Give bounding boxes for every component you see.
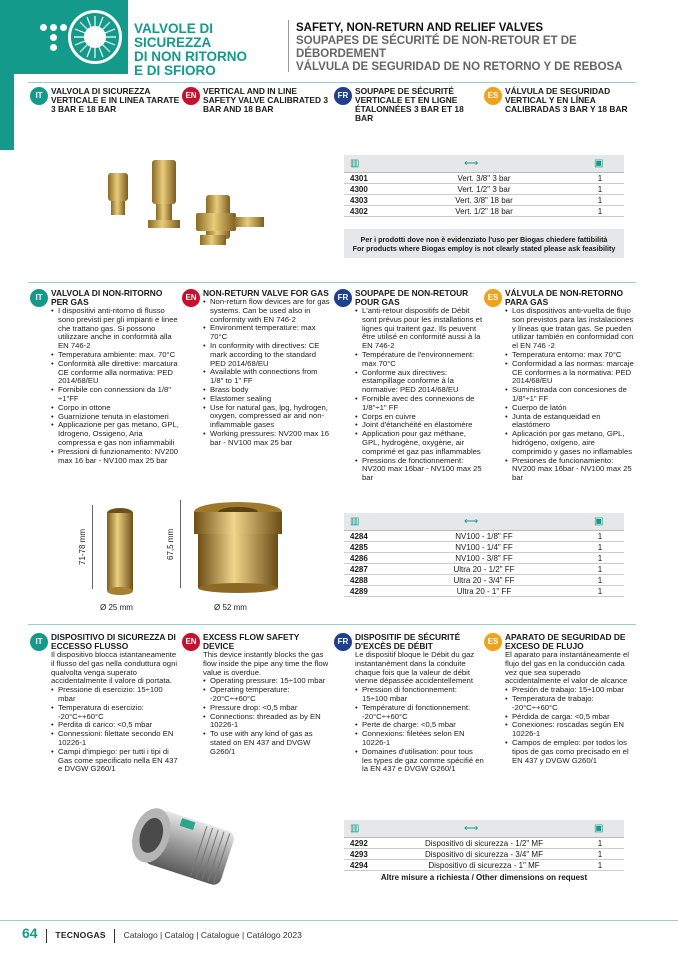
list-item: • I dispositivi anti-ritorno di flusso sono previsti per gli impianti e linee che trattano gas. Si possono utilizzare anche in conformità alla EN 746-2	[51, 307, 180, 351]
table-row: 4285 NV100 - 1/4" FF 1	[344, 542, 624, 553]
s2-it-block	[30, 289, 180, 465]
it-badge: IT	[30, 633, 48, 651]
section-divider	[28, 282, 636, 283]
s1-it-title: VALVOLA DI SICUREZZA VERTICALE E IN LINEA TARATE 3 BAR E 18 BAR	[51, 86, 180, 114]
table-row: 4286 NV100 - 3/8" FF 1	[344, 553, 624, 564]
diameter-dimension: Ø 52 mm	[214, 603, 247, 612]
s3-it-intro: Il dispositivo blocca istantaneamente il flusso del gas nella conduttura ogni qualvolta venga superato accidentalmente il valore di portata.	[51, 650, 178, 686]
list-item: • Corps en cuivre	[355, 413, 484, 422]
list-item: • Température di fonctionnement: -20°C÷+60°C	[355, 704, 484, 722]
en-badge: EN	[182, 289, 200, 307]
list-item: • Conforme aux directives: estampillage conforme à la normative: PED 2014/68/EU	[355, 369, 484, 395]
biogas-note: Per i prodotti dove non è evidenziato l'uso per Biogas chiedere fattibilità For products where Biogas employ is not clearly stated please ask feasibility	[344, 229, 624, 258]
page-title-translations	[296, 22, 666, 74]
list-item: • Pressioni di funzionamento: NV200 max 16 bar - NV100 max 25 bar	[51, 448, 180, 466]
fr-badge: FR	[334, 289, 352, 307]
safety-valves-photo	[100, 155, 270, 255]
section-divider	[28, 624, 636, 625]
list-item: • Environment temperature: max 70°C	[203, 324, 332, 342]
s3-es-title: APARATO DE SEGURIDAD DE EXCESO DE FLUJO	[505, 632, 626, 651]
brand-name: TECNOGAS	[55, 930, 106, 940]
footer-divider	[0, 920, 678, 921]
list-item: • Non-return flow devices are for gas systems. Can be used also in conformity with EN 746-2	[203, 298, 332, 324]
fr-badge: FR	[334, 633, 352, 651]
en-badge: EN	[182, 87, 200, 105]
table-row: 4294 Dispositivo di sicurezza - 1" MF 1	[344, 860, 624, 871]
list-item: • Pressure drop: <0,5 mbar	[203, 704, 332, 713]
s3-product-table	[344, 820, 624, 882]
list-item: • Campos de empleo: por todos los tipos de gas como precisado en el EN 437 y DVGW G260/1	[505, 739, 634, 765]
list-item: • Campi d'impiego: per tutti i tipi di Gas come specificato nella EN 437 e DVGW G260/1	[51, 748, 180, 774]
list-item: • Operating temperature: -20°C÷+60°C	[203, 686, 332, 704]
it-badge: IT	[30, 87, 48, 105]
list-item: • L'anti-retour dispositifs de Débit sont prévus pour les installations et lignes qui traitent gaz. Ils peuvent être utilisé en conformité aussi à la EN 746-2	[355, 307, 484, 351]
table-row: 4292 Dispositivo di sicurezza - 1/2" MF 1	[344, 838, 624, 849]
es-badge: ES	[484, 87, 502, 105]
s3-en-intro: This device instantly blocks the gas flow inside the pipe any time the flow value is overdue.	[203, 650, 329, 677]
brand-logo	[40, 24, 70, 52]
other-dimensions-note: Altre misure a richiesta / Other dimensions on request	[380, 873, 588, 882]
box-icon: ▣	[594, 158, 604, 169]
list-item: • Fornible avec des connexions de 1/8"÷1" FF	[355, 395, 484, 413]
list-item: • Available with connections from 1/8" to 1" FF	[203, 368, 332, 386]
s1-en-title: VERTICAL AND IN LINE SAFETY VALVE CALIBRATED 3 BAR AND 18 BAR	[203, 86, 329, 114]
es-badge: ES	[484, 289, 502, 307]
catalog-label: Catalogo | Catalog | Catalogue | Catálogo 2023	[123, 930, 302, 940]
s2-product-table	[344, 513, 624, 597]
s1-it-block	[30, 87, 180, 114]
list-item: • Température de l'environnement: max 70°C	[355, 351, 484, 369]
list-item: • Pressions de fonctionnement: NV200 max 16bar - NV100 max 25 bar	[355, 457, 484, 483]
list-item: • Temperatura ambiente: max. 70°C	[51, 351, 180, 360]
s1-fr-block	[334, 87, 484, 123]
barcode-icon: ▥	[350, 158, 360, 169]
ultra20-valve-photo	[188, 500, 288, 595]
sun-icon	[68, 10, 122, 64]
page-title-en: SAFETY, NON-RETURN AND RELIEF VALVES	[296, 22, 544, 34]
table-row: 4301 Vert. 3/8" 3 bar 1	[344, 173, 624, 184]
list-item: • Junta de estanqueidad en elastómero	[505, 413, 634, 431]
list-item: • Temperatura di esercizio: -20°C÷+60°C	[51, 704, 180, 722]
list-item: • Pressione di esercizio: 15÷100 mbar	[51, 686, 180, 704]
s2-fr-title: SOUPAPE DE NON-RETOUR POUR GAS	[355, 288, 469, 307]
table-row: 4287 Ultra 20 - 1/2" FF 1	[344, 564, 624, 575]
s3-fr-title: DISPOSITIF DE SÉCURITÉ D'EXCÈS DE DÉBIT	[355, 632, 461, 651]
page-number: 64	[22, 925, 38, 941]
s3-it-block	[30, 633, 180, 774]
page-title-es: VÁLVULA DE SEGURIDAD DE NO RETORNO Y DE REBOSA	[296, 61, 623, 73]
en-badge: EN	[182, 633, 200, 651]
barcode-icon: ▥	[350, 823, 360, 834]
list-item: • Presión de trabajo: 15÷100 mbar	[505, 686, 634, 695]
fr-badge: FR	[334, 87, 352, 105]
list-item: • Application pour gaz méthane, GPL, hydrogène, oxygène, air comprimé et gaz pas inflammables	[355, 430, 484, 456]
s1-fr-title: SOUPAPE DE SÉCURITÉ VERTICALE ET EN LIGNE ÉTALONNÉES 3 BAR ET 18 BAR	[355, 86, 464, 123]
table-row: 4303 Vert. 3/8" 18 bar 1	[344, 195, 624, 206]
list-item: • Use for natural gas, lpg, hydrogen, oxygen, compressed air and non-inflammable gases	[203, 404, 332, 430]
ruler-icon: ⟷	[464, 516, 479, 527]
s3-fr-intro: Le dispositif bloque le Débit du gaz instantanément dans la conduite chaque fois que la valeur de débit vienne dépassée accidentellement	[355, 650, 475, 686]
es-badge: ES	[484, 633, 502, 651]
table-row: 4302 Vert. 1/2" 18 bar 1	[344, 206, 624, 217]
list-item: • Elastomer sealing	[203, 395, 332, 404]
list-item: • Guarnizione tenuta in elastomeri	[51, 413, 180, 422]
s2-fr-block	[334, 289, 484, 483]
excess-flow-device-photo	[118, 796, 248, 906]
s1-es-title: VÁLVULA DE SEGURIDAD VERTICAL Y EN LÍNEA CALIBRADAS 3 BAR Y 18 BAR	[505, 86, 628, 114]
list-item: • Operating pressure: 15÷100 mbar	[203, 677, 332, 686]
s3-es-intro: El aparato para instantáneamente el flujo del gas en la conducción cada vez que sea superado accidentalmente el valor de alcance	[505, 650, 629, 686]
list-item: • Conformità alle direttive: marcatura CE conforme alla normativa: PED 2014/68/EU	[51, 360, 180, 386]
s3-fr-block	[334, 633, 484, 774]
list-item: • Temperatura entorno: max 70°C	[505, 351, 634, 360]
s3-en-title: EXCESS FLOW SAFETY DEVICE	[203, 632, 300, 651]
s1-en-block	[182, 87, 332, 114]
list-item: • Suministrada con concesiones de 1/8"÷1" FF	[505, 386, 634, 404]
s3-it-title: DISPOSITIVO DI SICUREZZA DI ECCESSO FLUSSO	[51, 632, 176, 651]
s2-en-title: NON-RETURN VALVE FOR GAS	[203, 288, 329, 298]
s2-es-block	[484, 289, 634, 483]
list-item: • Temperatura de trabajo: -20°C÷+60°C	[505, 695, 634, 713]
list-item: • Applicazione per gas metano, GPL, Idrogeno, Ossigeno, Aria compressa e gas non infiammabili	[51, 421, 180, 447]
list-item: • Connections: threaded as by EN 10226-1	[203, 713, 332, 731]
height-dimension: 71-78 mm	[78, 528, 87, 565]
ruler-icon: ⟷	[464, 158, 479, 169]
footer	[22, 926, 302, 940]
list-item: • Perte de charge: <0,5 mbar	[355, 721, 484, 730]
header-logo-block	[14, 0, 128, 74]
s3-en-block	[182, 633, 332, 757]
header-divider	[288, 20, 289, 72]
list-item: • Los dispositivos anti-vuelta de flujo son previstos para las instalaciones y líneas que tratan gas. Se pueden utilizar también en conformidad con el EN 746 -2	[505, 307, 634, 351]
list-item: • Joint d'étanchéité en élastomère	[355, 421, 484, 430]
section-divider	[28, 82, 636, 83]
list-item: • Conexiones: roscadas según EN 10226-1	[505, 721, 634, 739]
list-item: • Working pressures: NV200 max 16 bar - NV100 max 25 bar	[203, 430, 332, 448]
height-dimension: 67,5 mm	[166, 528, 175, 560]
table-row: 4300 Vert. 1/2" 3 bar 1	[344, 184, 624, 195]
list-item: • Aplicación por gas metano, GPL, hidrógeno, oxígeno, aire comprimido y gases no inflamables	[505, 430, 634, 456]
table-header	[344, 820, 624, 838]
s2-it-title: VALVOLA DI NON-RITORNO PER GAS	[51, 288, 163, 307]
list-item: • Perdita di carico: <0,5 mbar	[51, 721, 180, 730]
table-row: 4288 Ultra 20 - 3/4" FF 1	[344, 575, 624, 586]
list-item: • In conformity with directives: CE mark according to the standard PED 2014/68/EU	[203, 342, 332, 368]
table-row: 4293 Dispositivo di sicurezza - 3/4" MF 1	[344, 849, 624, 860]
list-item: • Domaines d'utilisation: pour tous les types de gaz comme spécifié en la EN 437 e DVGW G260/1	[355, 748, 484, 774]
list-item: • Conformidad a las normas: marcaje CE conformes a la normativa: PED 2014/68/EU	[505, 360, 634, 386]
page-title-fr: SOUPAPES DE SÉCURITÉ DE NON-RETOUR ET DE DÉBORDEMENT	[296, 35, 577, 60]
list-item: • Presiones de funcionamiento: NV200 max 16bar - NV100 max 25 bar	[505, 457, 634, 483]
s2-en-block	[182, 289, 332, 448]
it-badge: IT	[30, 289, 48, 307]
list-item: • Connexions: filetées selon EN 10226-1	[355, 730, 484, 748]
list-item: • To use with any kind of gas as stated on EN 437 and DVGW G260/1	[203, 730, 332, 756]
list-item: • Brass body	[203, 386, 332, 395]
list-item: • Connessioni: filettate secondo EN 10226-1	[51, 730, 180, 748]
page-title-it: VALVOLE DI SICUREZZA DI NON RITORNO E DI SFIORO	[134, 21, 248, 78]
list-item: • Fornibile con connessioni da 1/8" ÷1"FF	[51, 386, 180, 404]
box-icon: ▣	[594, 823, 604, 834]
list-item: • Pérdida de carga: <0,5 mbar	[505, 713, 634, 722]
s1-product-table	[344, 155, 624, 258]
table-row: 4289 Ultra 20 - 1" FF 1	[344, 586, 624, 597]
list-item: • Pression di fonctionnement: 15÷100 mbar	[355, 686, 484, 704]
s2-es-title: VÁLVULA DE NON-RETORNO PARA GAS	[505, 288, 624, 307]
barcode-icon: ▥	[350, 516, 360, 527]
ruler-icon: ⟷	[464, 823, 479, 834]
table-row: 4284 NV100 - 1/8" FF 1	[344, 531, 624, 542]
side-accent-bar	[0, 0, 14, 150]
diameter-dimension: Ø 25 mm	[100, 603, 133, 612]
nv100-valve-photo	[90, 505, 150, 600]
s1-es-block	[484, 87, 634, 114]
s3-es-block	[484, 633, 634, 765]
table-header	[344, 513, 624, 531]
list-item: • Corpo in ottone	[51, 404, 180, 413]
list-item: • Cuerpo de latón	[505, 404, 634, 413]
table-header	[344, 155, 624, 173]
box-icon: ▣	[594, 516, 604, 527]
